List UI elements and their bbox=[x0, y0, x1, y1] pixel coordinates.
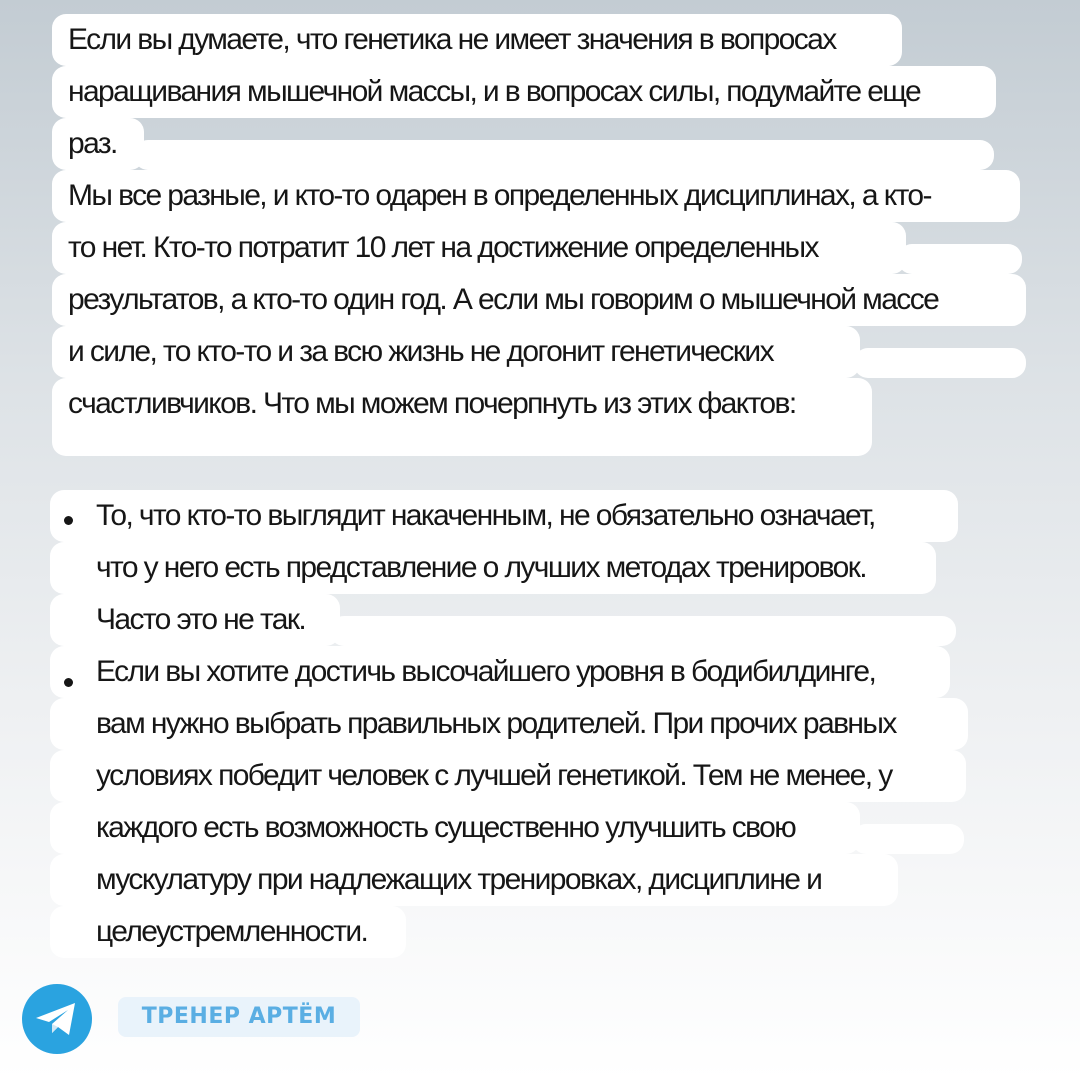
bullet-line: целеустремленности. bbox=[50, 906, 406, 958]
bullet-line: условиях победит человек с лучшей генетикой. Тем не менее, у bbox=[50, 750, 966, 802]
intro-line: и силе, то кто-то и за всю жизнь не догонит генетических bbox=[52, 326, 860, 378]
intro-line: результатов, а кто-то один год. А если мы говорим о мышечной массе bbox=[52, 274, 1026, 326]
bullet-line: Если вы хотите достичь высочайшего уровня в бодибилдинге, bbox=[50, 646, 950, 698]
intro-line: Мы все разные, и кто-то одарен в определенных дисциплинах, а кто- bbox=[52, 170, 1020, 222]
bubble-tail bbox=[852, 824, 964, 854]
brand-label[interactable]: ТРЕНЕР АРТЁМ bbox=[118, 997, 360, 1037]
bullet-line: То, что кто-то выглядит накаченным, не обязательно означает, bbox=[50, 490, 958, 542]
intro-line: Если вы думаете, что генетика не имеет значения в вопросах bbox=[52, 14, 902, 66]
intro-line: счастливчиков. Что мы можем почерпнуть из этих фактов: bbox=[52, 378, 872, 456]
bullet-line: Часто это не так. bbox=[50, 594, 340, 646]
bubble-tail bbox=[330, 616, 956, 646]
intro-line: наращивания мышечной массы, и в вопросах силы, подумайте еще bbox=[52, 66, 996, 118]
bubble-tail bbox=[134, 140, 994, 170]
intro-line: то нет. Кто-то потратит 10 лет на достижение определенных bbox=[52, 222, 906, 274]
bullet-dot bbox=[64, 516, 73, 525]
bullet-dot bbox=[64, 678, 73, 687]
bubble-tail bbox=[854, 348, 1026, 378]
bullet-line: вам нужно выбрать правильных родителей. При прочих равных bbox=[50, 698, 968, 750]
intro-line: раз. bbox=[52, 118, 144, 170]
bullet-line: каждого есть возможность существенно улучшить свою bbox=[50, 802, 860, 854]
bullet-line: мускулатуру при надлежащих тренировках, дисциплине и bbox=[50, 854, 898, 906]
telegram-icon[interactable] bbox=[22, 984, 92, 1054]
bullet-line: что у него есть представление о лучших методах тренировок. bbox=[50, 542, 936, 594]
bubble-tail bbox=[898, 244, 1022, 274]
